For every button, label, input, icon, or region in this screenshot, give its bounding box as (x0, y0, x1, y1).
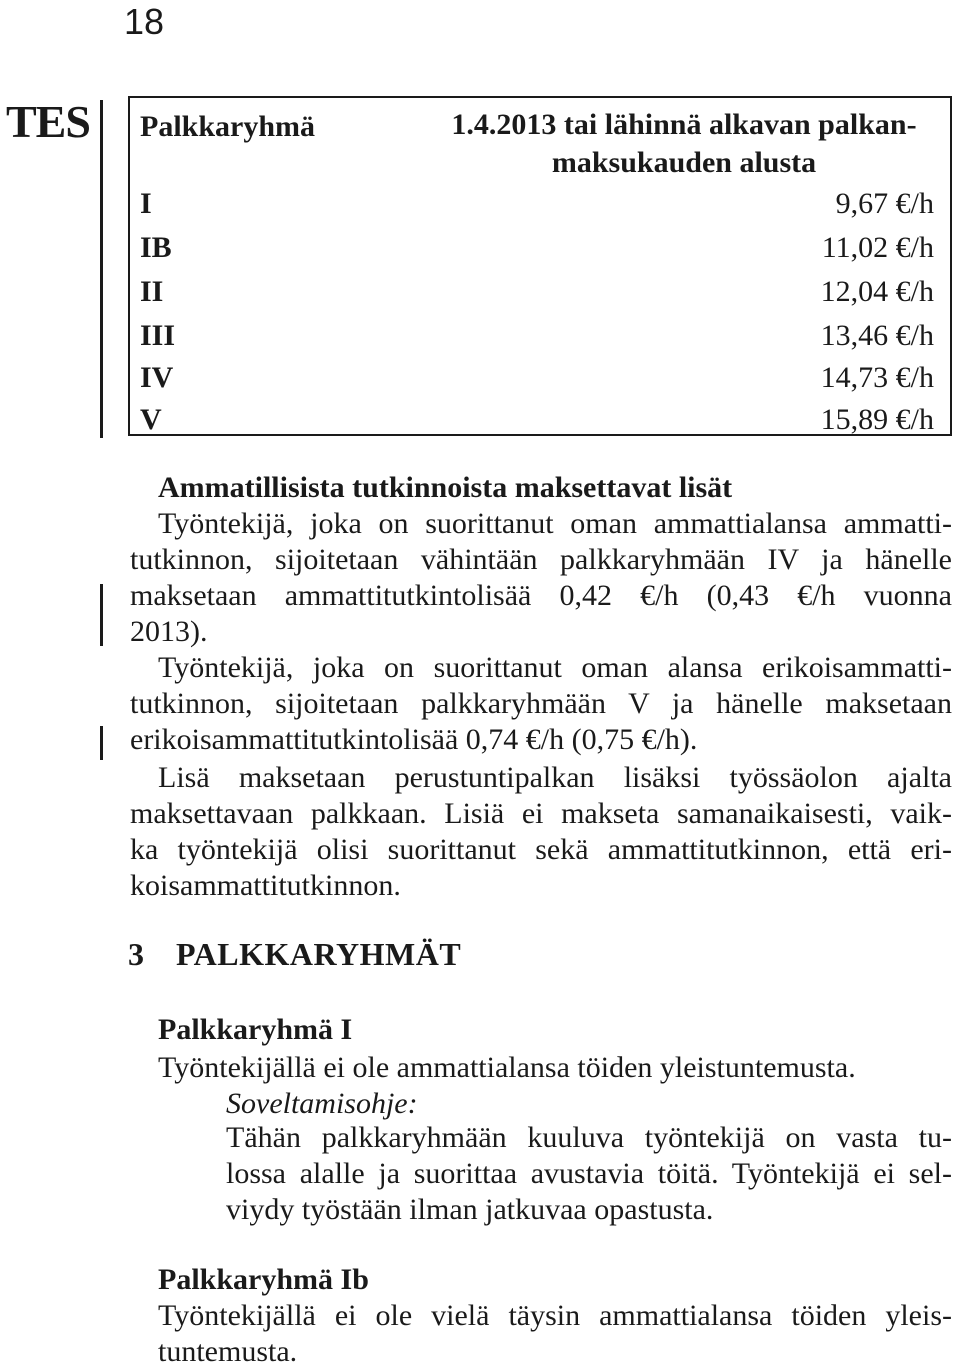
bonuses-heading: Ammatillisista tutkinnoista maksettavat lisät (158, 471, 733, 504)
section-number: 3 (128, 936, 145, 972)
group-ib-heading: Palkkaryhmä Ib (158, 1263, 369, 1296)
tes-margin-label: TES (6, 96, 90, 147)
table-row (140, 228, 940, 268)
salary-value: 14,73 €/h (820, 361, 934, 394)
change-bar-p1 (100, 584, 103, 646)
salary-value: 15,89 €/h (820, 403, 934, 436)
salary-value: 9,67 €/h (835, 187, 934, 220)
group-i-heading: Palkkaryhmä I (158, 1013, 353, 1046)
salary-value: 12,04 €/h (820, 275, 934, 308)
salary-group: IB (140, 231, 172, 264)
table-row (140, 316, 940, 356)
group-i-text: Työntekijällä ei ole ammattialansa töiden yleistuntemusta. (158, 1051, 856, 1084)
section-heading (128, 936, 461, 972)
change-bar-table (100, 100, 103, 438)
salary-table (128, 96, 952, 436)
change-bar-p2 (100, 726, 103, 760)
section-title: PALKKARYHMÄT (176, 936, 462, 972)
salary-group: I (140, 187, 152, 220)
table-row (140, 272, 940, 312)
table-row (140, 400, 940, 440)
salary-group: IV (140, 361, 174, 394)
salary-value: 11,02 €/h (821, 231, 934, 264)
group-ib-text: Työntekijällä ei ole vielä täysin ammattialansa töiden yleis- tuntemusta. (158, 1299, 952, 1368)
bonuses-paragraph-1: Työntekijä, joka on suorittanut oman ammattialansa ammatti- tutkinnon, sijoitetaan vähintään palkkaryhmään IV ja hänelle maksetaan ammattitutkintolisää 0,42 €/h (0,43 €/h vuonna 2013). (130, 507, 952, 648)
table-header-group: Palkkaryhmä (140, 110, 316, 143)
table-row (140, 358, 940, 398)
bonuses-paragraph-2: Työntekijä, joka on suorittanut oman alansa erikoisammatti- tutkinnon, sijoitetaan palkkaryhmään V ja hänelle maksetaan erikoisammattitutkintolisää 0,74 €/h (0,75 €/h). (130, 651, 952, 756)
table-header-date: 1.4.2013 tai lähinnä alkavan palkan- maksukauden alusta (451, 108, 917, 179)
bonuses-paragraph-3: Lisä maksetaan perustuntipalkan lisäksi työssäolon ajalta maksettavaan palkkaan. Lisiä ei makseta samanaikaisesti, vaik- ka työntekijä olisi suorittanut sekä ammattitutkinnon, että eri- koisammattitutkinnon. (130, 761, 952, 902)
group-i-guide: Tähän palkkaryhmään kuuluva työntekijä on vasta tu- lossa alalle ja suorittaa avustavia töitä. Työntekijä ei sel- viydy työstään ilman jatkuvaa opastusta. (226, 1121, 952, 1226)
salary-group: III (140, 319, 176, 352)
salary-group: II (140, 275, 164, 308)
salary-group: V (140, 403, 162, 436)
table-row (140, 184, 940, 224)
page-number: 18 (124, 1, 165, 42)
group-i-guide-label: Soveltamisohje: (226, 1087, 418, 1120)
salary-value: 13,46 €/h (820, 319, 934, 352)
